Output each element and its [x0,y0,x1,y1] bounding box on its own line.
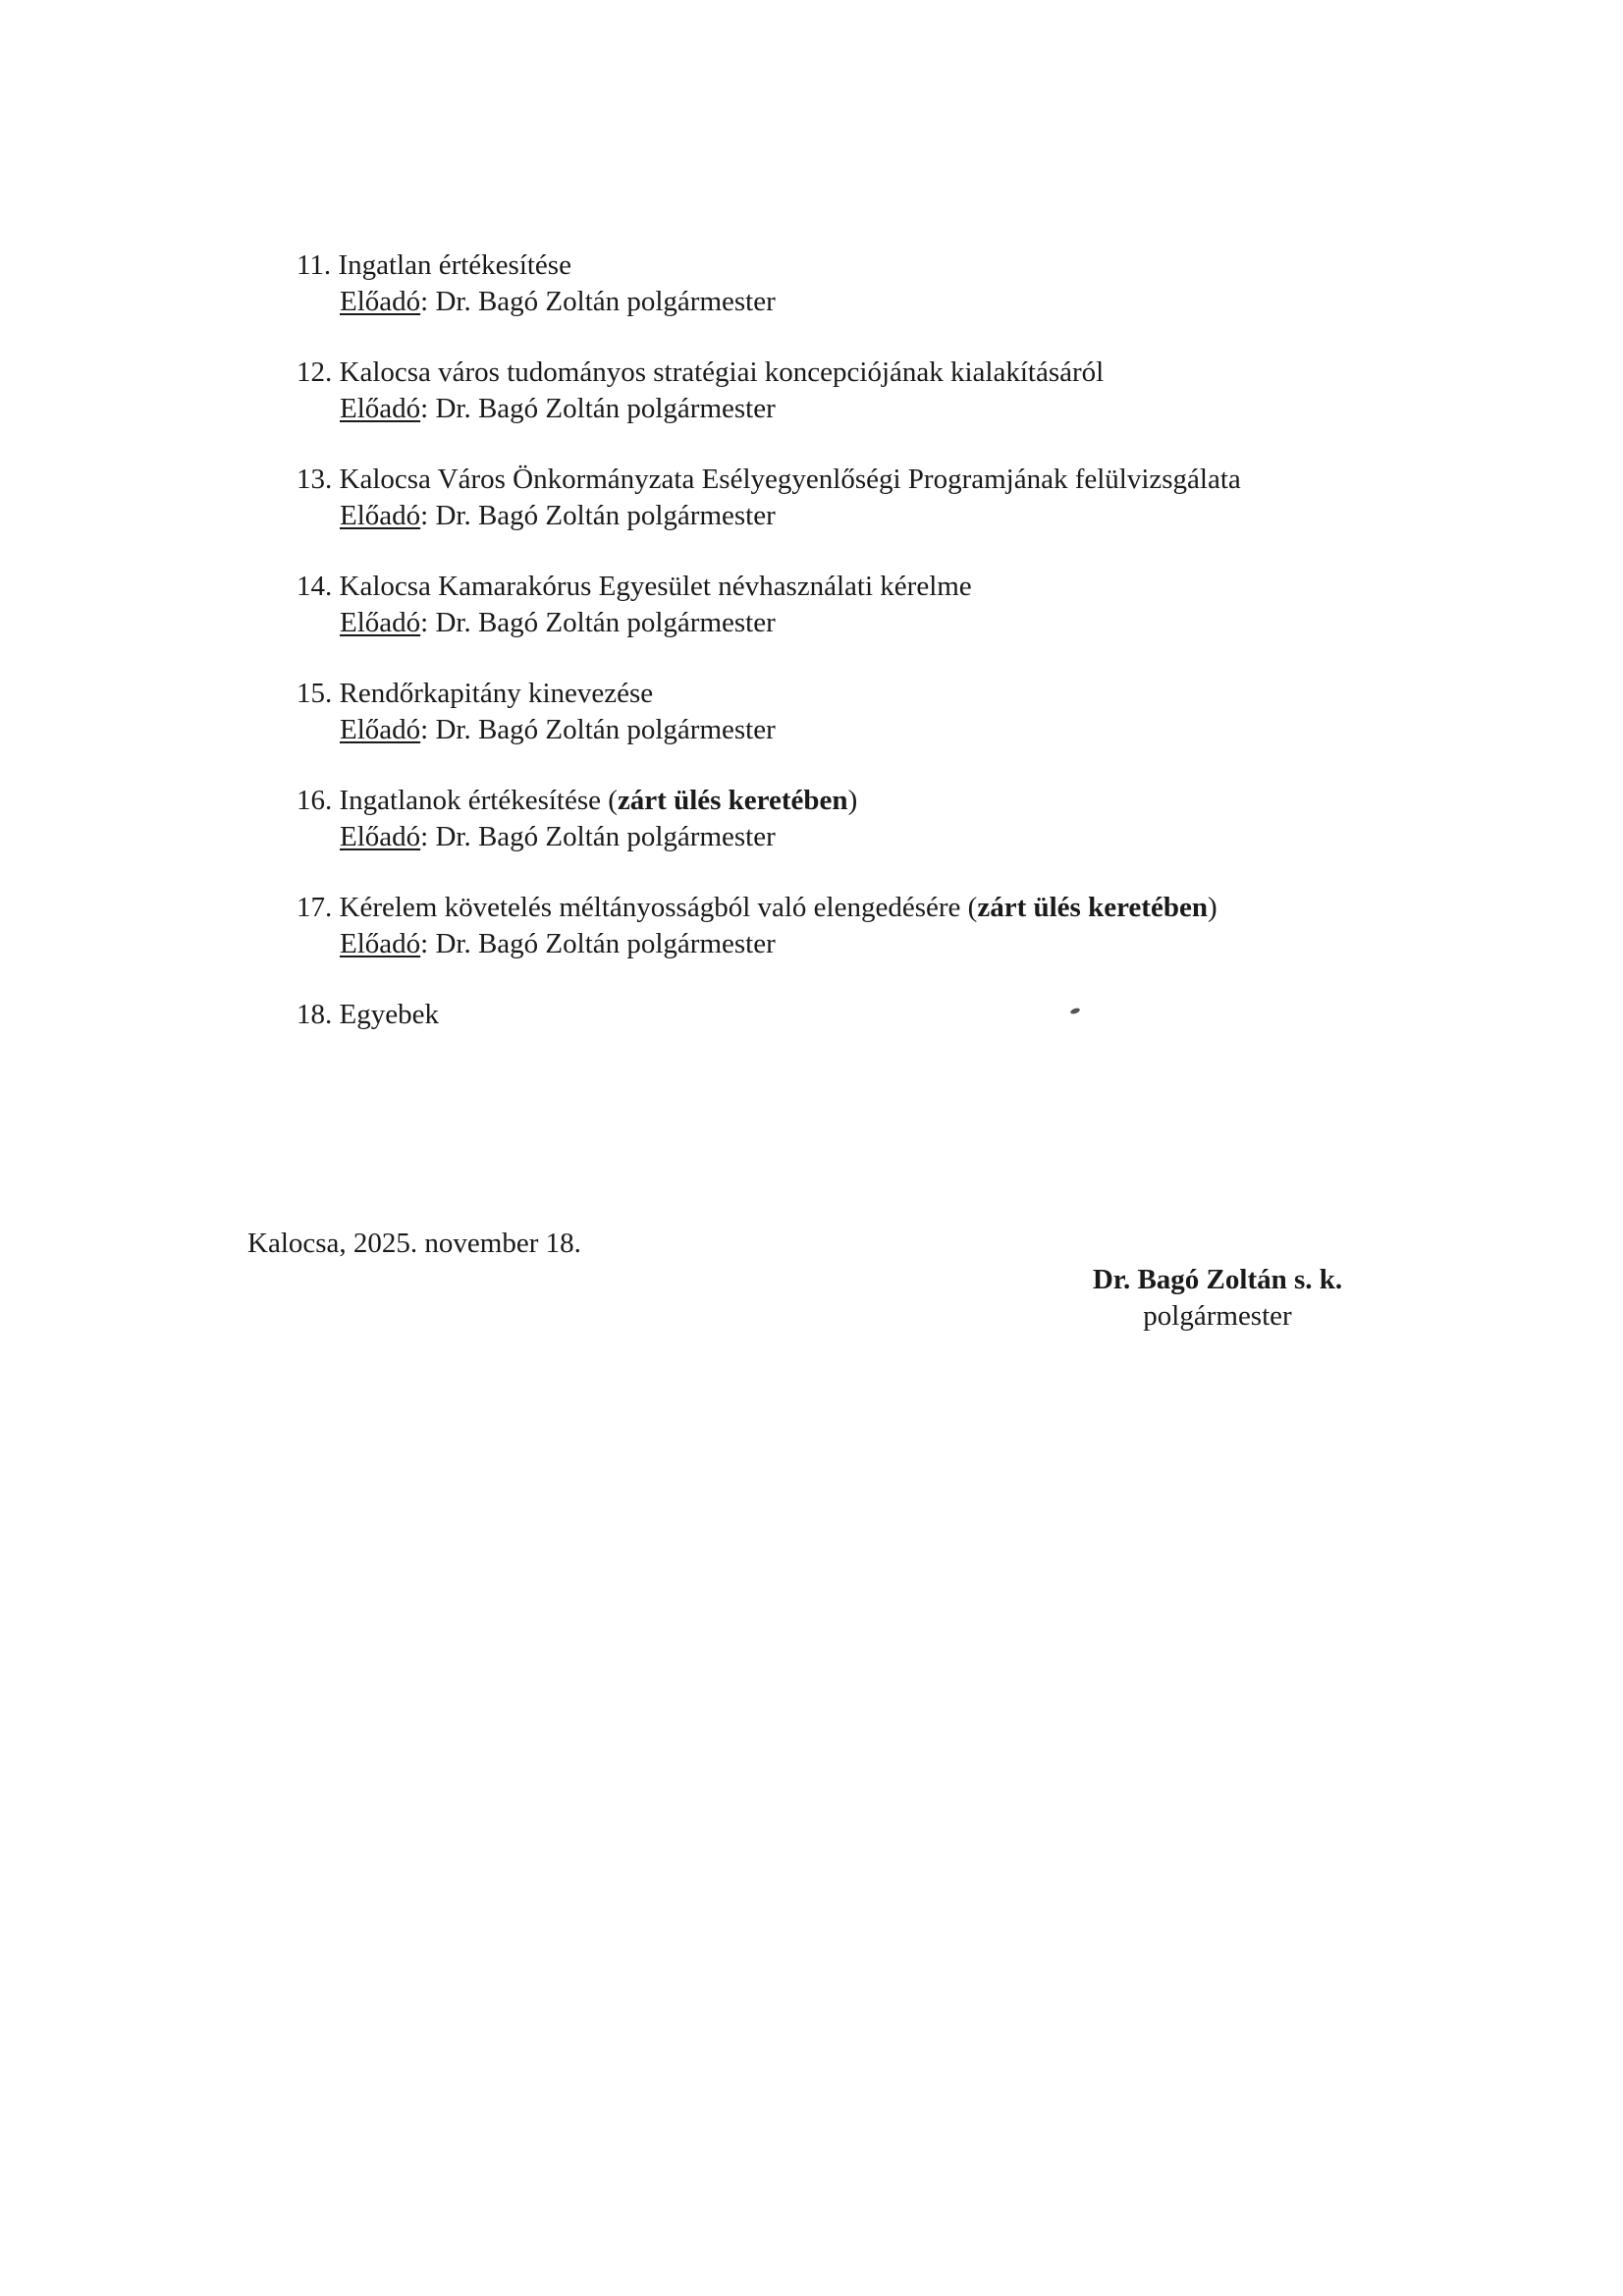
agenda-item-13 [297,462,1426,534]
agenda-item-presenter [297,712,1426,748]
agenda-item-title [297,890,1426,926]
agenda-item-presenter [297,391,1426,427]
presenter-label: Előadó [340,286,421,317]
closed-session-note: zárt ülés keretében [977,892,1208,923]
agenda-item-number: 15. [297,678,333,709]
agenda-item-title [297,247,1426,284]
agenda-item-number: 17. [297,892,333,923]
agenda-item-12 [297,355,1426,427]
agenda-item-presenter [297,284,1426,320]
agenda-item-title [297,462,1426,498]
agenda-item-text: Ingatlan értékesítése [338,249,571,281]
agenda-item-presenter [297,498,1426,534]
presenter-name: : Dr. Bagó Zoltán polgármester [420,607,776,638]
presenter-label: Előadó [340,714,421,745]
agenda-item-title [297,783,1426,819]
presenter-label: Előadó [340,928,421,959]
agenda-item-14 [297,569,1426,641]
signature-name: Dr. Bagó Zoltán s. k. [1092,1264,1343,1295]
agenda-item-title [297,569,1426,605]
signature-title: polgármester [1143,1300,1292,1332]
agenda-list [297,247,1426,1067]
agenda-item-number: 18. [297,999,333,1030]
presenter-label: Előadó [340,393,421,424]
agenda-item-text: Rendőrkapitány kinevezése [339,678,654,709]
presenter-label: Előadó [340,821,421,852]
agenda-item-text-close: ) [1207,892,1217,923]
place-date: Kalocsa, 2025. november 18. [247,1228,581,1259]
agenda-item-presenter [297,926,1426,962]
agenda-item-number: 13. [297,464,333,495]
agenda-item-title [297,676,1426,712]
presenter-name: : Dr. Bagó Zoltán polgármester [420,714,776,745]
agenda-item-16 [297,783,1426,855]
agenda-item-text: Kérelem követelés méltányosságból való elengedésére ( [339,892,978,923]
presenter-name: : Dr. Bagó Zoltán polgármester [420,500,776,531]
closed-session-note: zárt ülés keretében [617,785,848,816]
agenda-item-text: Kalocsa Város Önkormányzata Esélyegyenlőségi Programjának felülvizsgálata [339,464,1241,495]
presenter-name: : Dr. Bagó Zoltán polgármester [420,286,776,317]
agenda-item-text: Kalocsa Kamarakórus Egyesület névhasználati kérelme [339,571,972,602]
agenda-item-15 [297,676,1426,748]
agenda-item-18 [297,997,1426,1033]
agenda-item-title [297,355,1426,391]
agenda-item-number: 16. [297,785,333,816]
agenda-item-text: Egyebek [339,999,439,1030]
agenda-item-title [297,997,1426,1033]
agenda-item-number: 11. [297,249,332,281]
agenda-item-presenter [297,605,1426,641]
agenda-item-text-close: ) [847,785,858,816]
agenda-item-11 [297,247,1426,320]
signature-block [1060,1262,1375,1335]
agenda-item-number: 14. [297,571,333,602]
presenter-name: : Dr. Bagó Zoltán polgármester [420,821,776,852]
presenter-label: Előadó [340,607,421,638]
agenda-item-17 [297,890,1426,962]
agenda-item-text: Kalocsa város tudományos stratégiai koncepciójának kialakításáról [339,356,1105,388]
agenda-item-text: Ingatlanok értékesítése ( [339,785,618,816]
presenter-name: : Dr. Bagó Zoltán polgármester [420,393,776,424]
agenda-item-number: 12. [297,356,333,388]
presenter-name: : Dr. Bagó Zoltán polgármester [420,928,776,959]
presenter-label: Előadó [340,500,421,531]
agenda-item-presenter [297,819,1426,855]
